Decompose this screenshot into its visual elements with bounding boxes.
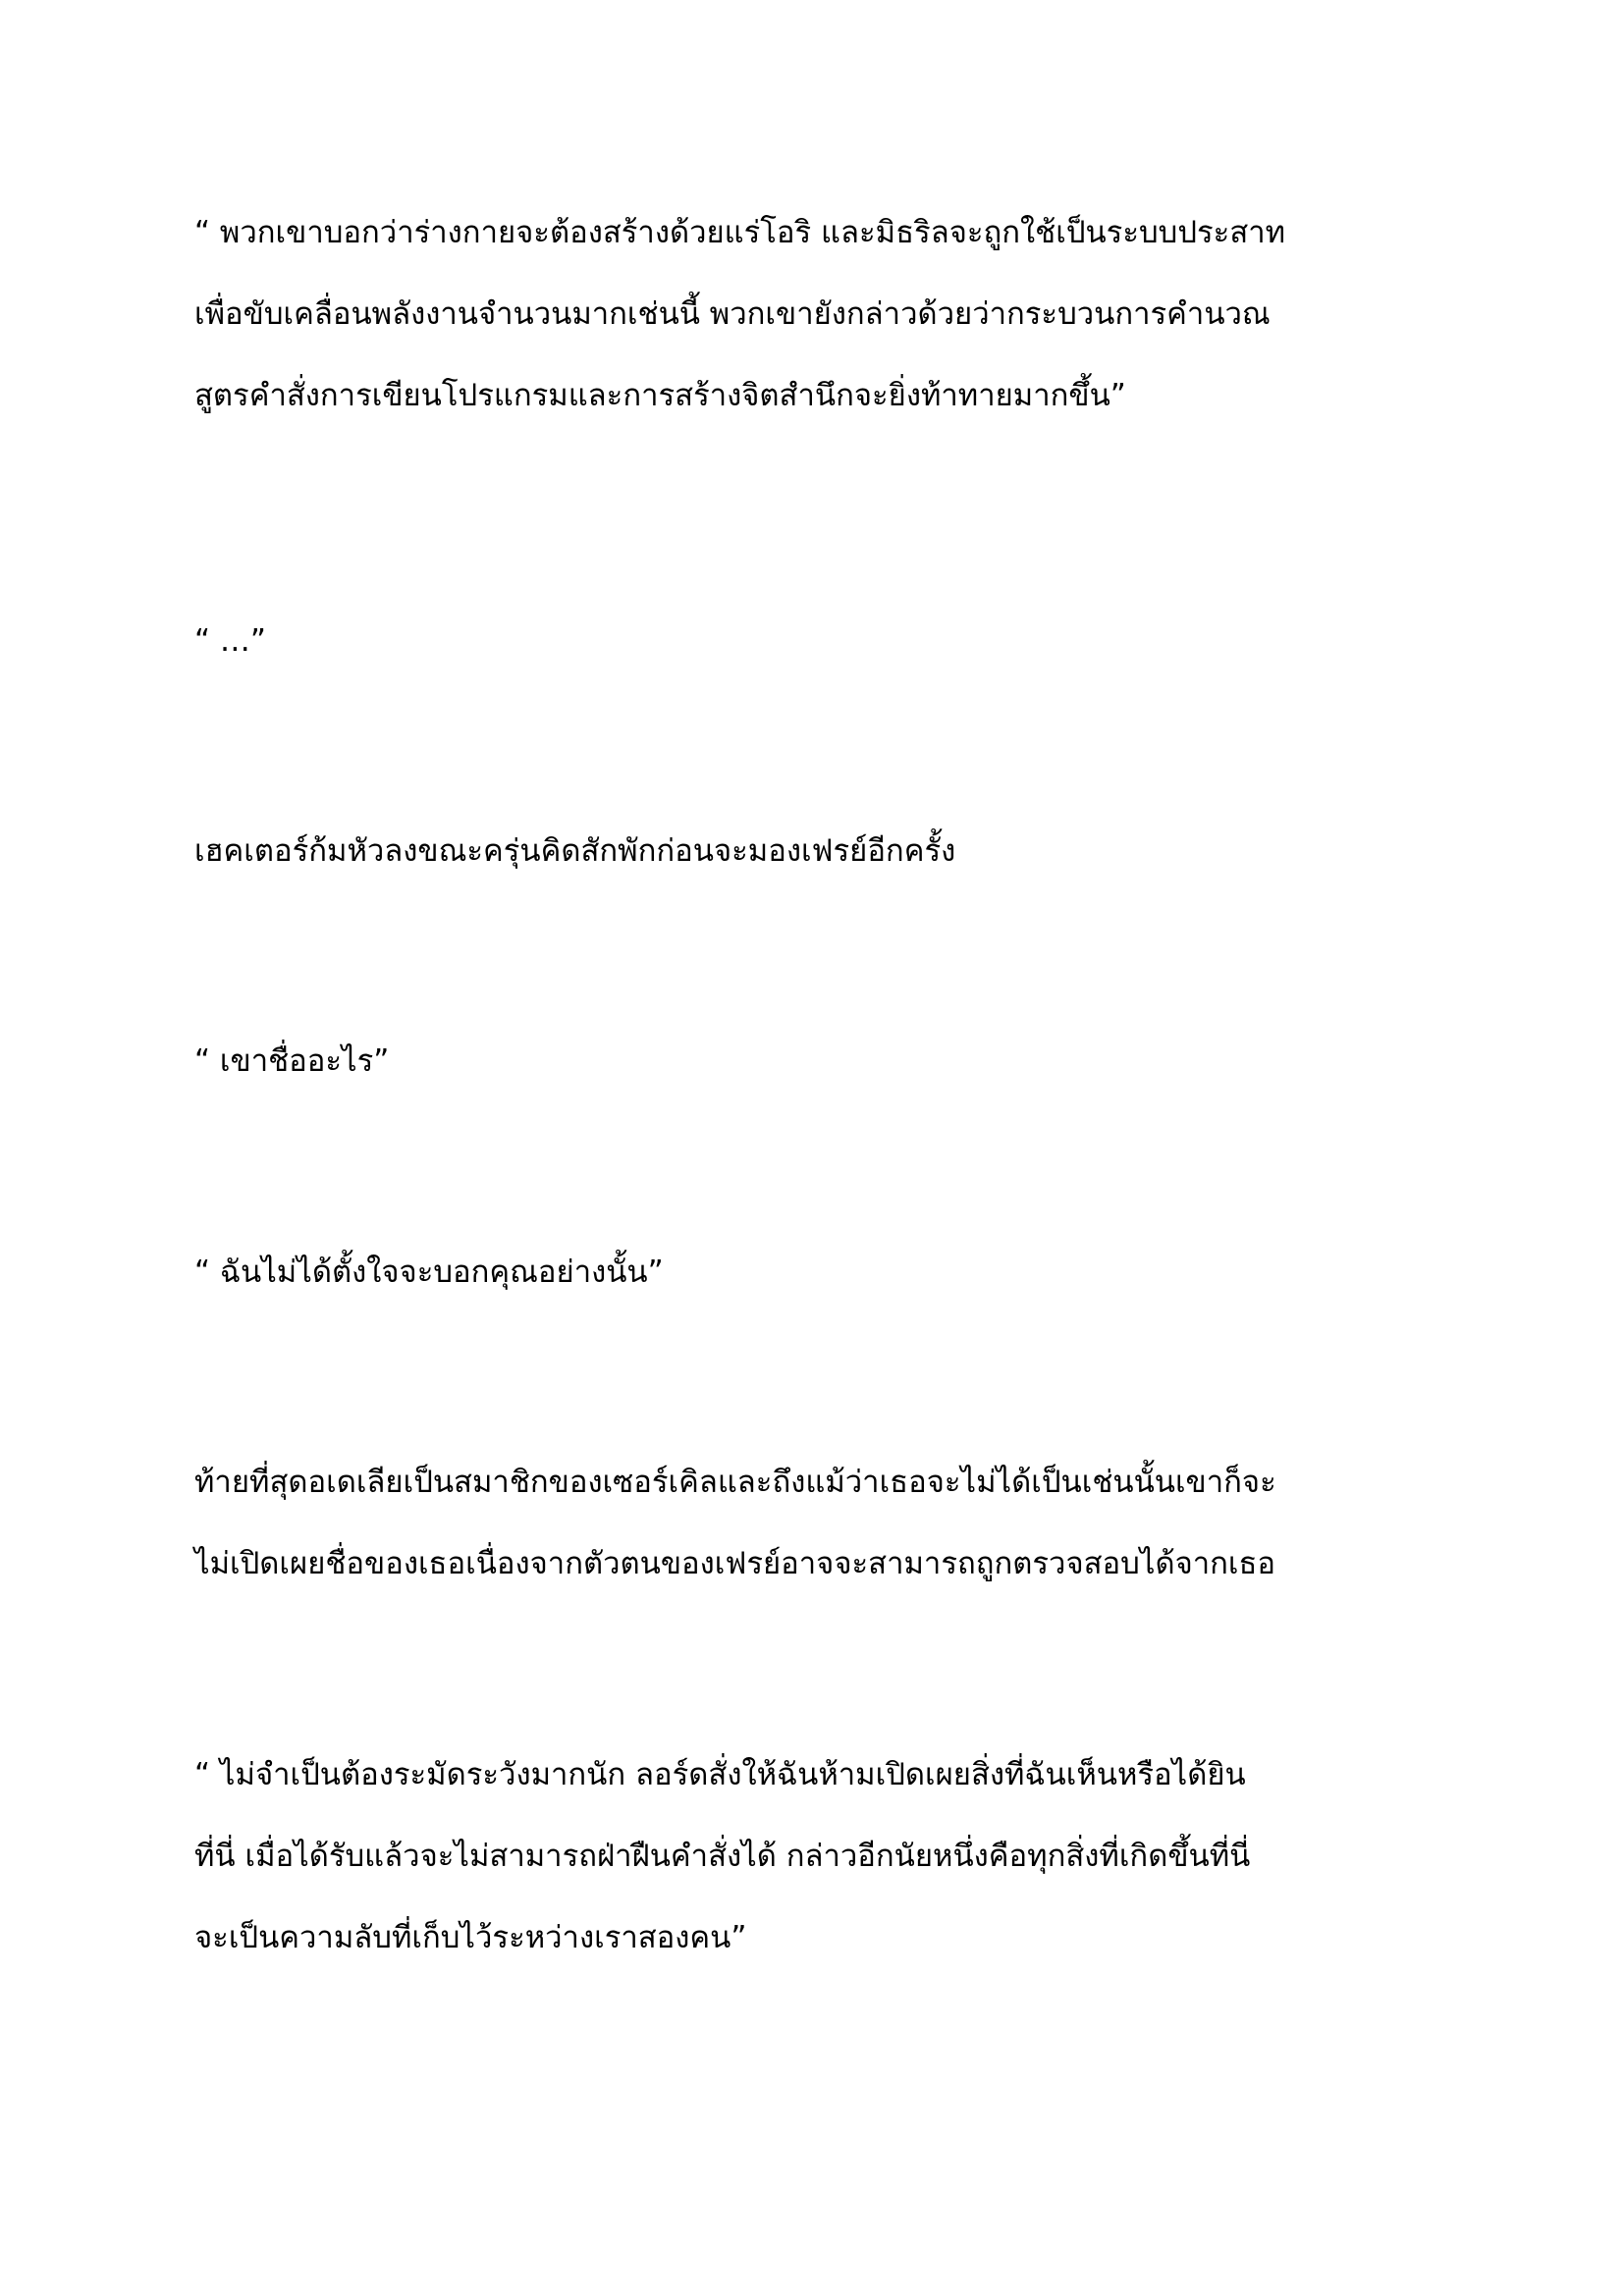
text-line: “ พวกเขาบอกว่าร่างกายจะต้องสร้างด้วยแร่โอริ และมิธริลจะถูกใช้เป็นระบบประสาท xyxy=(194,215,1286,250)
paragraph-7 xyxy=(194,1735,1461,1979)
text-line: “ ฉันไม่ได้ตั้งใจจะบอกคุณอย่างนั้น” xyxy=(194,1255,664,1290)
text-line: เฮคเตอร์ก้มหัวลงขณะครุ่นคิดสักพักก่อนจะมองเฟรย์อีกครั้ง xyxy=(194,833,956,869)
text-line: “ …” xyxy=(194,623,266,659)
text-line: ไม่เปิดเผยชื่อของเธอเนื่องจากตัวตนของเฟรย์อาจจะสามารถถูกตรวจสอบได้จากเธอ xyxy=(194,1546,1276,1581)
paragraph-2 xyxy=(194,601,1461,682)
text-line: “ ไม่จำเป็นต้องระมัดระวังมากนัก ลอร์ดสั่งให้ฉันห้ามเปิดเผยสิ่งที่ฉันเห็นหรือได้ยิน xyxy=(194,1757,1246,1792)
text-line: ท้ายที่สุดอเดเลียเป็นสมาชิกของเซอร์เคิลและถึงแม้ว่าเธอจะไม่ได้เป็นเช่นนั้นเขาก็จะ xyxy=(194,1465,1276,1500)
paragraph-6 xyxy=(194,1442,1461,1605)
text-line: “ เขาชื่ออะไร” xyxy=(194,1043,390,1079)
paragraph-3 xyxy=(194,811,1461,892)
text-line: ที่นี่ เมื่อได้รับแล้วจะไม่สามารถฝ่าฝืนคำสั่งได้ กล่าวอีกนัยหนึ่งคือทุกสิ่งที่เกิดขึ้นที่นี่ xyxy=(194,1839,1251,1874)
text-line: จะเป็นความลับที่เก็บไว้ระหว่างเราสองคน” xyxy=(194,1920,747,1955)
paragraph-4 xyxy=(194,1021,1461,1102)
text-line: สูตรคำสั่งการเขียนโปรแกรมและการสร้างจิตสำนึกจะยิ่งท้าทายมากขึ้น” xyxy=(194,378,1126,413)
paragraph-5 xyxy=(194,1232,1461,1313)
paragraph-1 xyxy=(194,192,1461,437)
text-line: เพื่อขับเคลื่อนพลังงานจำนวนมากเช่นนี้ พวกเขายังกล่าวด้วยว่ากระบวนการคำนวณ xyxy=(194,296,1271,332)
